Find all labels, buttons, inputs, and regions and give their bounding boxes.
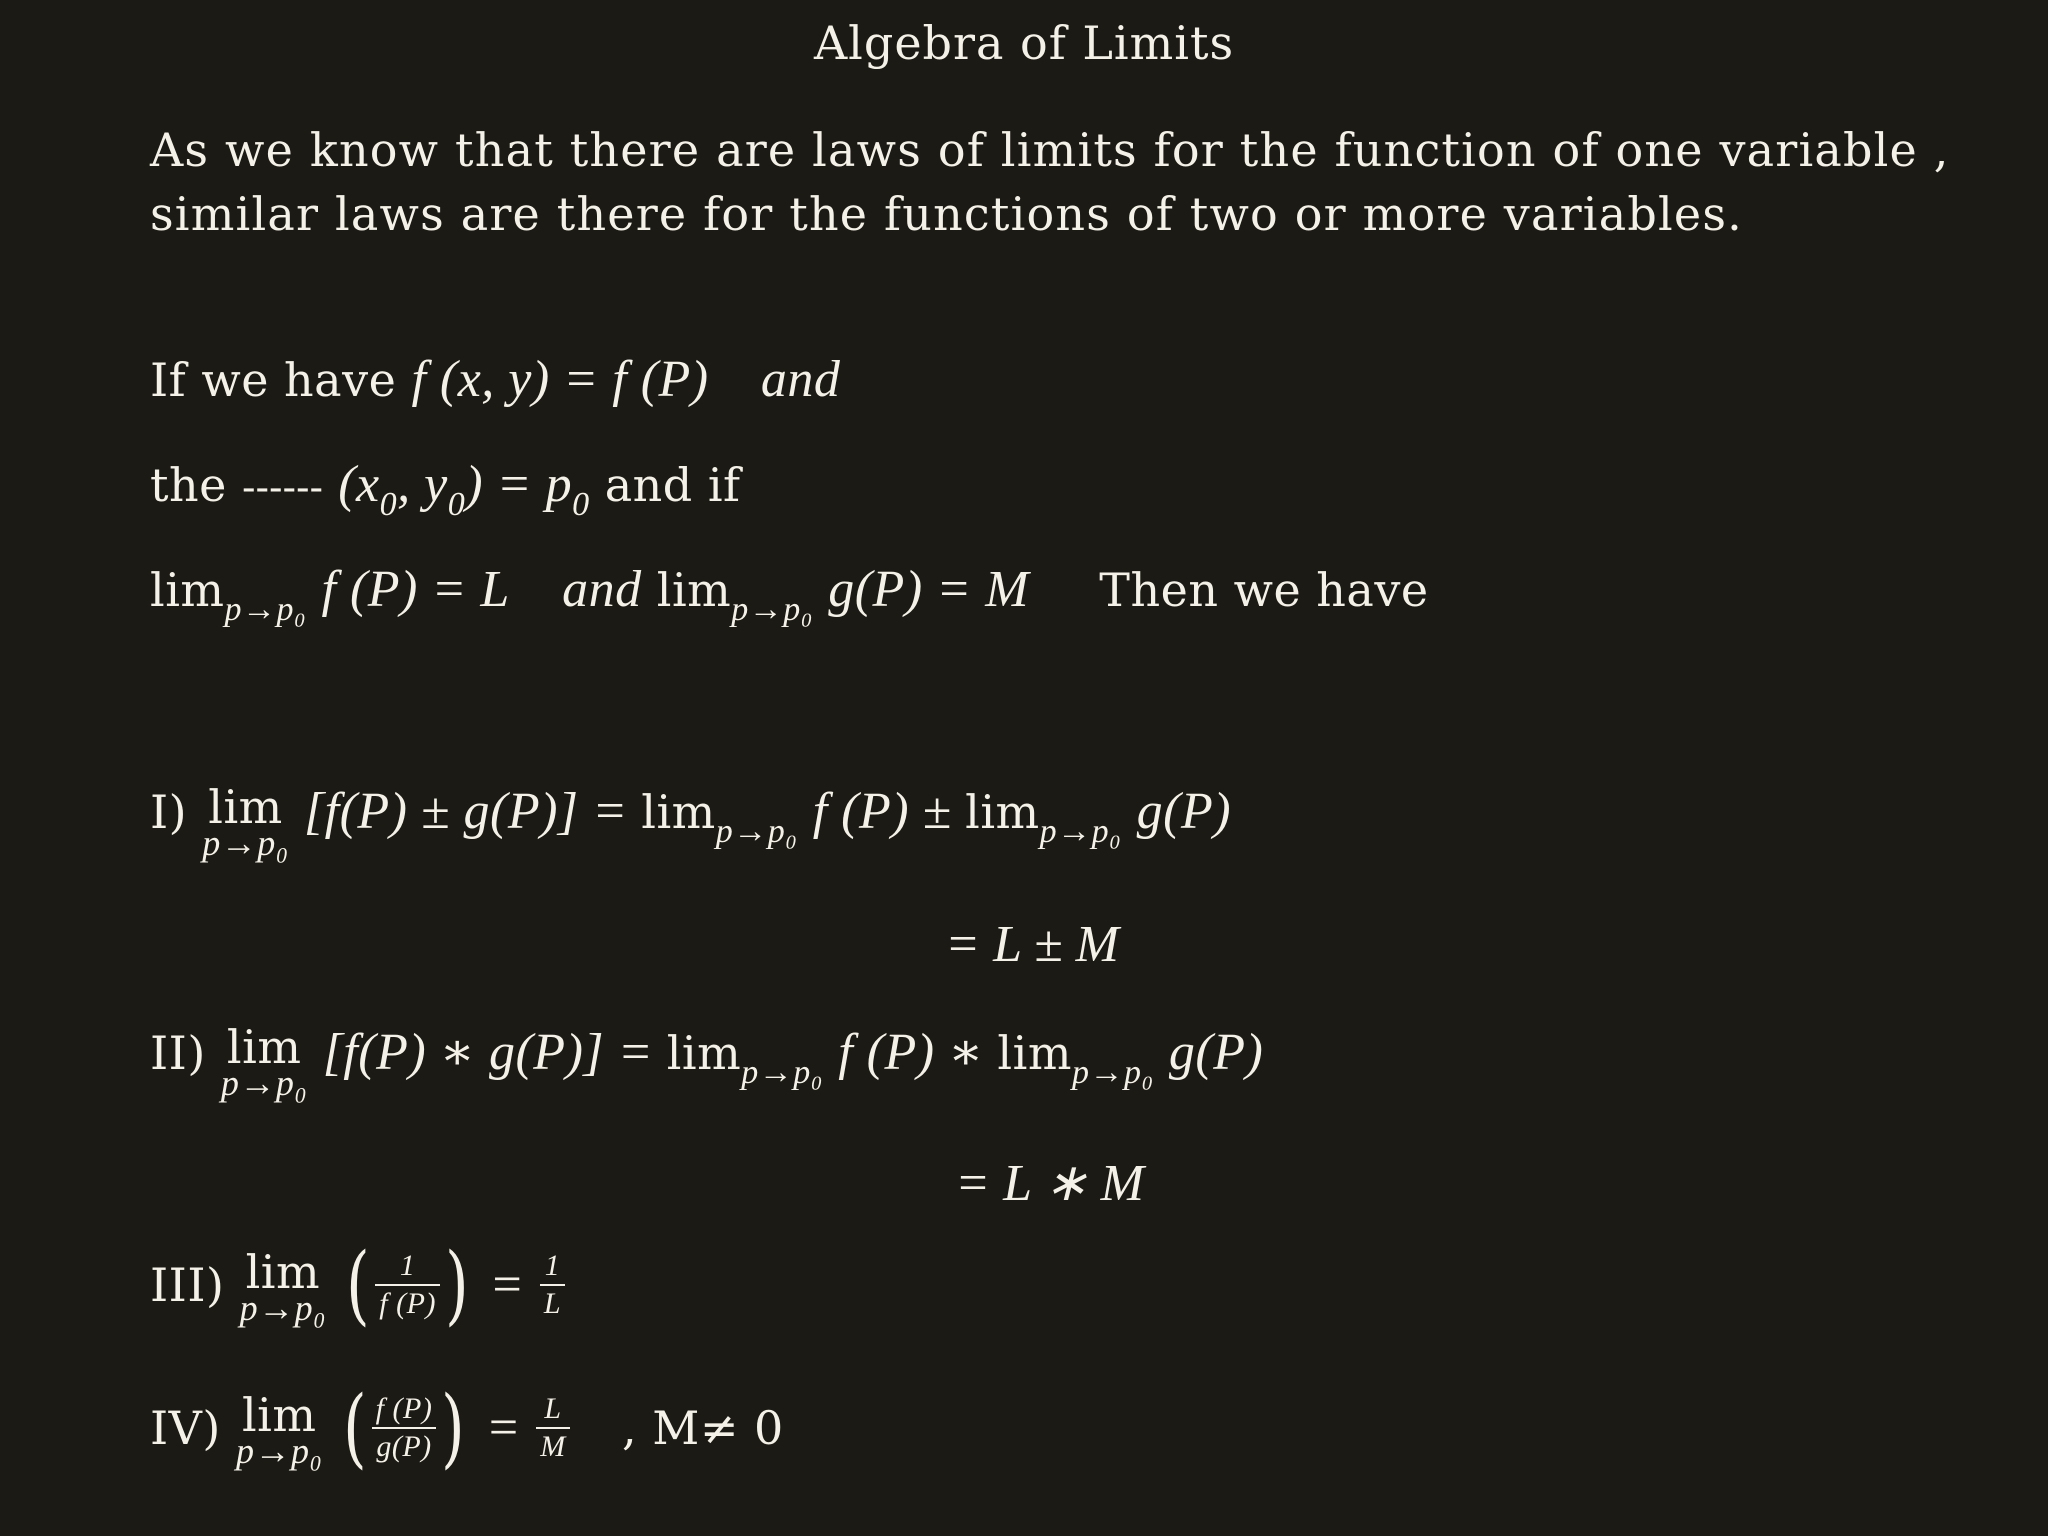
rule-4-frac-denominator: g(P) (376, 1430, 432, 1463)
rule-4-paren-close: ) (441, 1378, 466, 1478)
line1-expression: f (x, y) = f (P) (411, 351, 709, 408)
rule-4-result-denominator: M (540, 1430, 566, 1463)
rule-1-rhs-f1: f (P) ± (812, 783, 966, 840)
line2-dashes: ------ (241, 465, 324, 511)
slide-title: Algebra of Limits (813, 16, 1235, 70)
line3-suffix: Then we have (1099, 563, 1429, 617)
definition-line-1 (150, 350, 840, 409)
rule-3-result-denominator: L (543, 1287, 562, 1320)
rule-2-rhs-f1: f (P) ∗ (838, 1024, 998, 1081)
rule-3-fraction (375, 1248, 440, 1322)
rule-1-limit (202, 780, 289, 863)
rule-4-paren-open: ( (342, 1378, 367, 1478)
rule-2-rhs-lim2: lim (997, 1026, 1072, 1080)
line3-f1: f (P) = L (321, 561, 510, 618)
rule-4 (150, 1378, 784, 1478)
rule-1-lhs: [f(P) ± g(P)] = (303, 783, 642, 840)
line2-expr-close: ) = p (465, 456, 573, 513)
rule-3-result-fraction (540, 1248, 565, 1322)
line2-suffix: and if (604, 458, 741, 512)
rule-3 (150, 1235, 565, 1335)
rule-3-frac-numerator: 1 (375, 1248, 440, 1286)
rule-2-rhs-sub1: p→p₀ (741, 1054, 824, 1091)
rule-2 (150, 1020, 1264, 1103)
rule-3-equals: = (489, 1256, 525, 1314)
line3-lim2: lim (656, 563, 732, 617)
line2-sub-y: 0 (447, 486, 466, 523)
rule-3-lim-word: lim (245, 1245, 321, 1299)
intro-paragraph: As we know that there are laws of limits for the function of one variable , similar laws are there for the functions of two or more variables. (150, 123, 1950, 241)
rule-3-result-numerator: 1 (540, 1248, 565, 1286)
rule-4-equals: = (485, 1399, 522, 1457)
line3-and: and (562, 561, 642, 618)
rule-4-fraction (372, 1391, 437, 1465)
line3-sub2: p→p₀ (731, 591, 814, 628)
line2-expr-comma: , y (397, 456, 448, 513)
rule-3-lim-under: p→p₀ (239, 1288, 327, 1328)
rule-3-limit (239, 1245, 327, 1328)
rule-1-lim-word: lim (208, 780, 283, 834)
rule-4-result-fraction (536, 1391, 570, 1465)
rule-3-paren-open: ( (346, 1235, 371, 1335)
rule-3-frac-denominator: f (P) (379, 1287, 436, 1320)
rule-1-result: = L ± M (945, 916, 1119, 973)
definition-line-2 (150, 455, 741, 524)
rule-4-result-numerator: L (536, 1391, 570, 1429)
rule-1-numeral: I) (150, 785, 188, 839)
line2-sub-x: 0 (379, 486, 398, 523)
line1-and: and (760, 351, 841, 408)
rule-2-numeral: II) (150, 1026, 206, 1080)
rule-2-lim-word: lim (226, 1020, 302, 1074)
rule-2-rhs-sub2: p→p₀ (1071, 1054, 1154, 1091)
line2-prefix: the (150, 458, 227, 512)
rule-2-rhs-f2: g(P) (1168, 1024, 1264, 1081)
line3-f2: g(P) = M (828, 561, 1030, 618)
rule-3-numeral: III) (150, 1258, 225, 1312)
rule-2-rhs-lim1: lim (666, 1026, 742, 1080)
line3-lim1: lim (150, 563, 225, 617)
line1-prefix: If we have (150, 353, 397, 407)
line2-expr-open: (x (338, 456, 380, 513)
rule-4-lim-under: p→p₀ (235, 1431, 323, 1471)
rule-1-lim-under: p→p₀ (202, 823, 289, 863)
rule-1-rhs-lim2: lim (965, 785, 1040, 839)
definition-line-3 (150, 560, 1429, 629)
rule-2-lim-under: p→p₀ (220, 1063, 308, 1103)
rule-3-paren-close: ) (445, 1235, 469, 1335)
line3-sub1: p→p₀ (224, 591, 307, 628)
rule-1-rhs-f2: g(P) (1136, 783, 1232, 840)
rule-4-limit (235, 1388, 323, 1471)
line2-sub-p: 0 (572, 486, 590, 523)
rule-1-rhs-sub2: p→p₀ (1039, 813, 1122, 850)
rule-4-condition: , M≠ 0 (621, 1401, 784, 1455)
rule-4-numeral: IV) (150, 1401, 221, 1455)
rule-2-limit (220, 1020, 308, 1103)
rule-1 (150, 780, 1232, 863)
rule-1-rhs-sub1: p→p₀ (715, 813, 798, 850)
rule-1-rhs-lim1: lim (641, 785, 716, 839)
rule-4-frac-numerator: f (P) (372, 1391, 437, 1429)
rule-2-result: = L ∗ M (955, 1155, 1144, 1212)
rule-2-lhs: [f(P) ∗ g(P)] = (322, 1024, 667, 1081)
rule-4-lim-word: lim (241, 1388, 317, 1442)
